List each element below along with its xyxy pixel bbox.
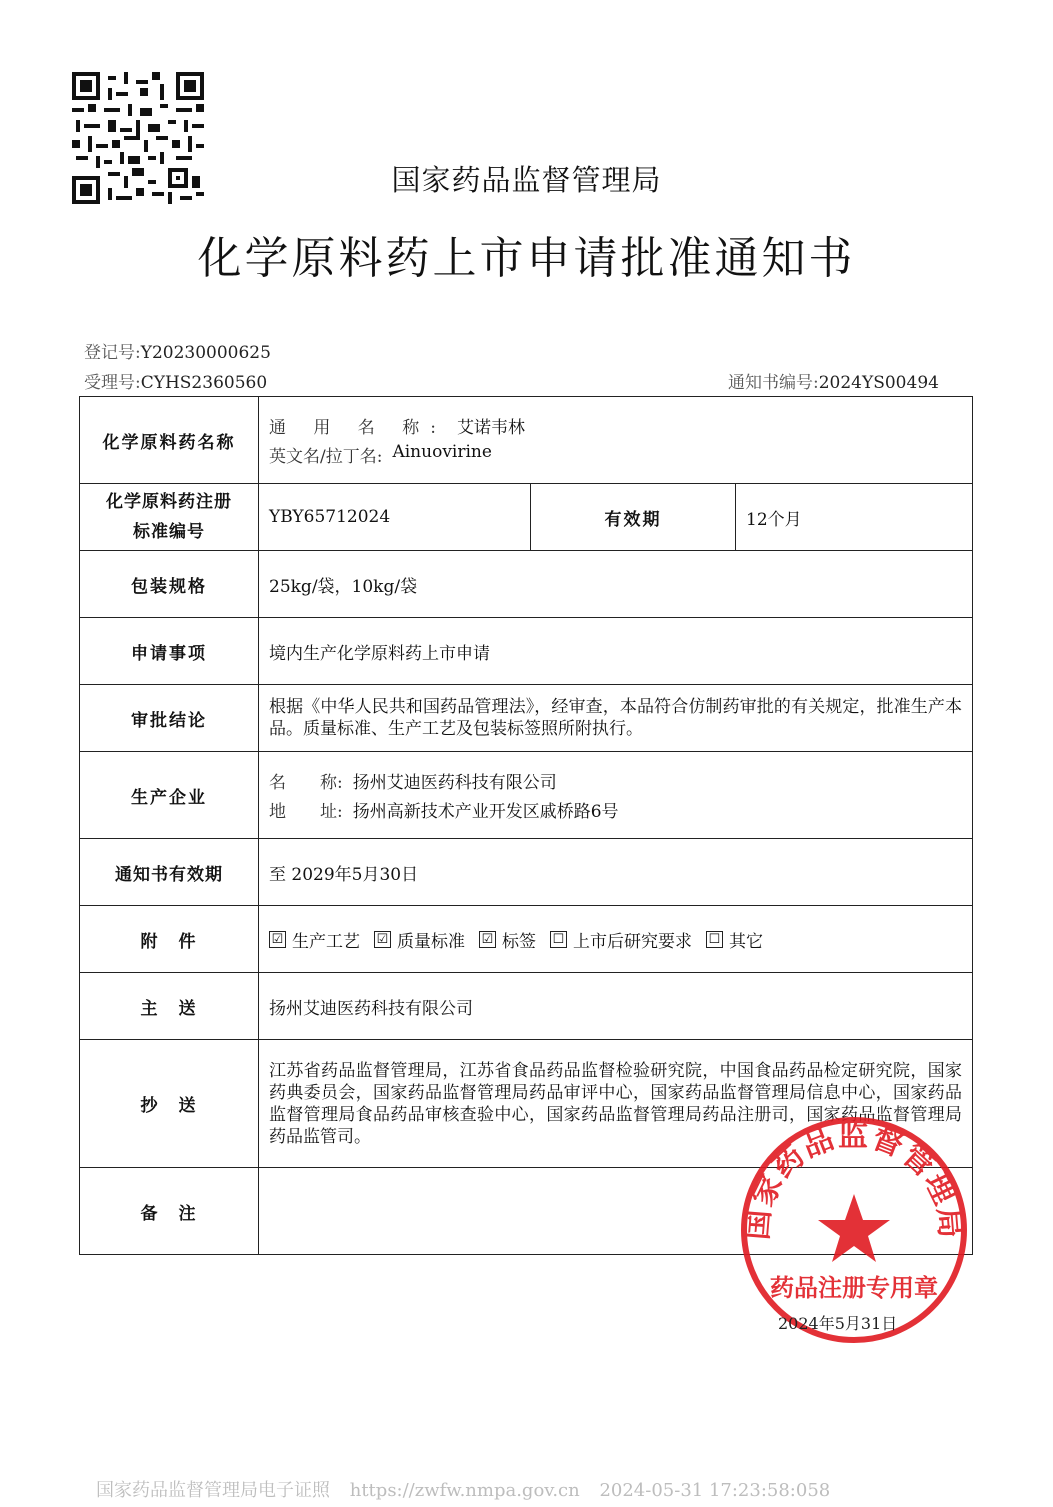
attachment-quality-standard: ☑ 质量标准 — [374, 927, 465, 952]
validity-value: 12个月 — [736, 484, 973, 551]
standard-number-head — [80, 484, 259, 551]
package-value: 25kg/袋，10kg/袋 — [259, 551, 973, 618]
checkbox-icon: ☑ — [479, 931, 496, 948]
standard-number-value: YBY65712024 — [259, 484, 531, 551]
registration-label: 登记号: — [84, 343, 141, 363]
common-name-value: 艾诺韦林 — [456, 418, 525, 438]
footer-timestamp: 2024-05-31 17:23:58:058 — [599, 1480, 831, 1501]
acceptance-number — [84, 368, 267, 393]
application-value: 境内生产化学原料药上市申请 — [259, 618, 973, 685]
attachment-head: 附 件 — [80, 906, 259, 973]
table-row — [80, 397, 973, 484]
notice-validity-head: 通知书有效期 — [80, 839, 259, 906]
footer — [96, 1476, 844, 1502]
seal-outer-text: 国家药品监督管理局 — [740, 1118, 968, 1242]
manufacturer-address-label: 地 址: — [269, 802, 343, 822]
agency-title: 国家药品监督管理局 — [391, 163, 662, 197]
copy-recipients-head: 抄 送 — [80, 1040, 259, 1168]
attachment-other: ☐ 其它 — [706, 927, 763, 952]
attachment-post-market: ☐ 上市后研究要求 — [550, 927, 692, 952]
standard-head-line1: 化学原料药注册 — [106, 492, 232, 512]
attachment-label: ☑ 标签 — [479, 927, 536, 952]
manufacturer-name-label: 名 称: — [269, 773, 343, 793]
english-name-label: 英文名/拉丁名: — [269, 447, 383, 467]
table-row — [80, 973, 973, 1040]
seal-inner-text: 药品注册专用章 — [770, 1274, 938, 1302]
seal-date: 2024年5月31日 — [778, 1314, 898, 1333]
footer-url: https://zwfw.nmpa.gov.cn — [349, 1480, 580, 1501]
notice-validity-value: 至 2029年5月30日 — [259, 839, 973, 906]
table-row — [80, 839, 973, 906]
main-recipient-head: 主 送 — [80, 973, 259, 1040]
star-icon — [818, 1194, 890, 1262]
conclusion-head: 审批结论 — [80, 685, 259, 752]
copy-recipients-value: 江苏省药品监督管理局，江苏省食品药品监督检验研究院，中国食品药品检定研究院，国家药典委员会，国家药品监督管理局药品审评中心，国家药品监督管理局信息中心，国家药品监督管理局食品药品审核查验中心，国家药品监督管理局药品注册司，国家药品监督管理局药品监管司。 — [259, 1040, 973, 1168]
notice-number-value: 2024YS00494 — [818, 373, 939, 393]
table-row — [80, 484, 973, 551]
checkbox-icon: ☑ — [269, 931, 286, 948]
main-recipient-value: 扬州艾迪医药科技有限公司 — [259, 973, 973, 1040]
table-row — [80, 752, 973, 839]
footer-source: 国家药品监督管理局电子证照 — [96, 1480, 330, 1501]
checkbox-icon: ☐ — [706, 931, 723, 948]
registration-value: Y20230000625 — [140, 343, 271, 363]
acceptance-value: CYHS2360560 — [140, 373, 268, 393]
drug-name-head: 化学原料药名称 — [80, 397, 259, 484]
attachment-process: ☑ 生产工艺 — [269, 927, 360, 952]
common-name-label: 通 用 名 称: — [269, 418, 447, 438]
notice-number-label: 通知书编号: — [728, 373, 819, 393]
table-row — [80, 685, 973, 752]
table-row — [80, 551, 973, 618]
package-head: 包装规格 — [80, 551, 259, 618]
page-title: 化学原料药上市申请批准通知书 — [197, 233, 856, 284]
registration-number — [84, 338, 271, 363]
attachment-list — [269, 927, 962, 952]
english-name-value: Ainuovirine — [392, 442, 492, 462]
application-head: 申请事项 — [80, 618, 259, 685]
manufacturer-name-value: 扬州艾迪医药科技有限公司 — [352, 773, 557, 793]
manufacturer-cell — [259, 752, 973, 839]
table-row — [80, 906, 973, 973]
table-row — [80, 618, 973, 685]
manufacturer-head: 生产企业 — [80, 752, 259, 839]
checkbox-icon: ☑ — [374, 931, 391, 948]
remark-head: 备 注 — [80, 1168, 259, 1255]
drug-name-cell — [259, 397, 973, 484]
validity-head: 有效期 — [531, 484, 736, 551]
checkbox-icon: ☐ — [550, 931, 567, 948]
standard-head-line2: 标准编号 — [133, 522, 205, 542]
conclusion-value: 根据《中华人民共和国药品管理法》，经审查，本品符合仿制药审批的有关规定，批准生产本品。质量标准、生产工艺及包装标签照所附执行。 — [259, 685, 973, 752]
notice-number — [728, 368, 939, 393]
manufacturer-address-value: 扬州高新技术产业开发区戚桥路6号 — [352, 802, 619, 822]
attachment-cell — [259, 906, 973, 973]
acceptance-label: 受理号: — [84, 373, 141, 393]
